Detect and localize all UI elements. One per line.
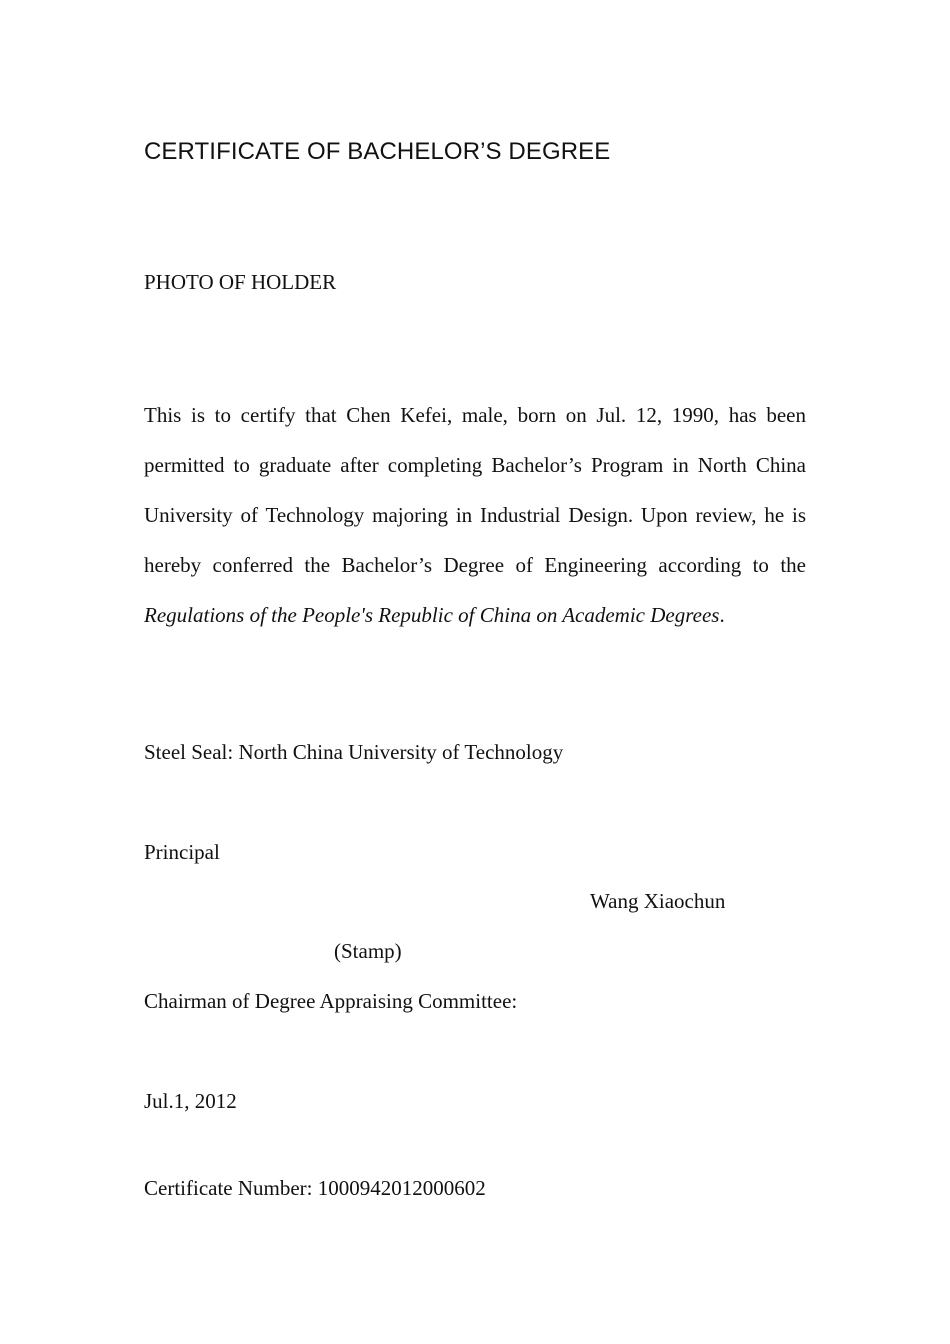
photo-of-holder-label: PHOTO OF HOLDER [144, 270, 337, 294]
certification-text: This is to certify that Chen Kefei, male, born on Jul. 12, 1990, has been permitted to graduate after completing Bachelor’s Program in North China University of Technology majoring in Industrial Design. Upon review, he is hereby conferred the Bachelor’s Degree of Engineering according to the [144, 403, 806, 577]
regulation-title: Regulations of the People's Republic of China on Academic Degrees [144, 603, 720, 627]
certification-paragraph [144, 390, 806, 640]
issue-date: Jul.1, 2012 [144, 1089, 237, 1113]
certificate-number: Certificate Number: 1000942012000602 [144, 1176, 486, 1200]
principal-name: Wang Xiaochun [590, 889, 726, 913]
chairman-label: Chairman of Degree Appraising Committee: [144, 989, 518, 1013]
steel-seal-line: Steel Seal: North China University of Technology [144, 740, 564, 764]
principal-label: Principal [144, 840, 220, 864]
certificate-title: CERTIFICATE OF BACHELOR’S DEGREE [144, 138, 611, 165]
stamp-label: (Stamp) [334, 939, 402, 963]
certification-text-end: . [719, 603, 725, 627]
